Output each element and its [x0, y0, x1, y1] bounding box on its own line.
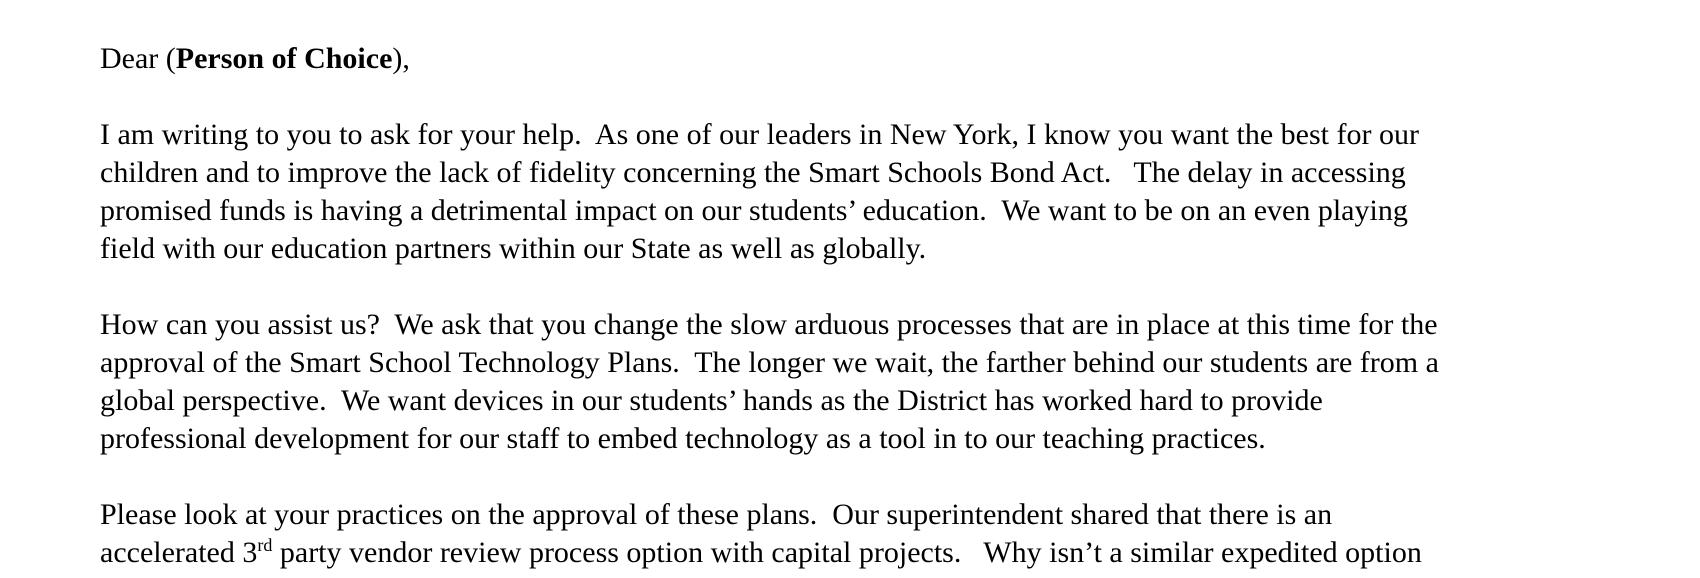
salutation	[100, 40, 1660, 78]
paragraph-2	[100, 306, 1660, 458]
line-text-after-superscript: party vendor review process option with capital projects. Why isn’t a similar expedited option	[272, 536, 1422, 569]
paragraph-line: approval of the Smart School Technology Plans. The longer we wait, the farther behind our students are from a	[100, 346, 1439, 379]
recipient-name: Person of Choice	[175, 42, 393, 75]
paragraph-line: Please look at your practices on the approval of these plans. Our superintendent shared that there is an	[100, 498, 1333, 531]
ordinal-superscript: rd	[257, 535, 273, 555]
paragraph-line: global perspective. We want devices in our students’ hands as the District has worked hard to provide	[100, 384, 1323, 417]
line-text-before-superscript: accelerated 3	[100, 536, 258, 569]
paragraph-line: field with our education partners within our State as well as globally.	[100, 232, 927, 265]
paragraph-gap	[100, 268, 1660, 306]
salutation-suffix: ),	[392, 42, 410, 75]
paragraph-3	[100, 496, 1660, 572]
paragraph-line: professional development for our staff to embed technology as a tool in to our teaching practices.	[100, 422, 1266, 455]
letter-body	[100, 40, 1660, 572]
paragraph-1	[100, 116, 1660, 268]
paragraph-line: promised funds is having a detrimental impact on our students’ education. We want to be on an even playing	[100, 194, 1408, 227]
paragraph-line: How can you assist us? We ask that you change the slow arduous processes that are in place at this time for the	[100, 308, 1438, 341]
salutation-prefix: Dear (	[100, 42, 176, 75]
paragraph-gap	[100, 458, 1660, 496]
paragraph-line: children and to improve the lack of fidelity concerning the Smart Schools Bond Act. The delay in accessing	[100, 156, 1406, 189]
paragraph-line	[100, 534, 1660, 572]
paragraph-line: I am writing to you to ask for your help. As one of our leaders in New York, I know you want the best for our	[100, 118, 1419, 151]
paragraph-gap	[100, 78, 1660, 116]
